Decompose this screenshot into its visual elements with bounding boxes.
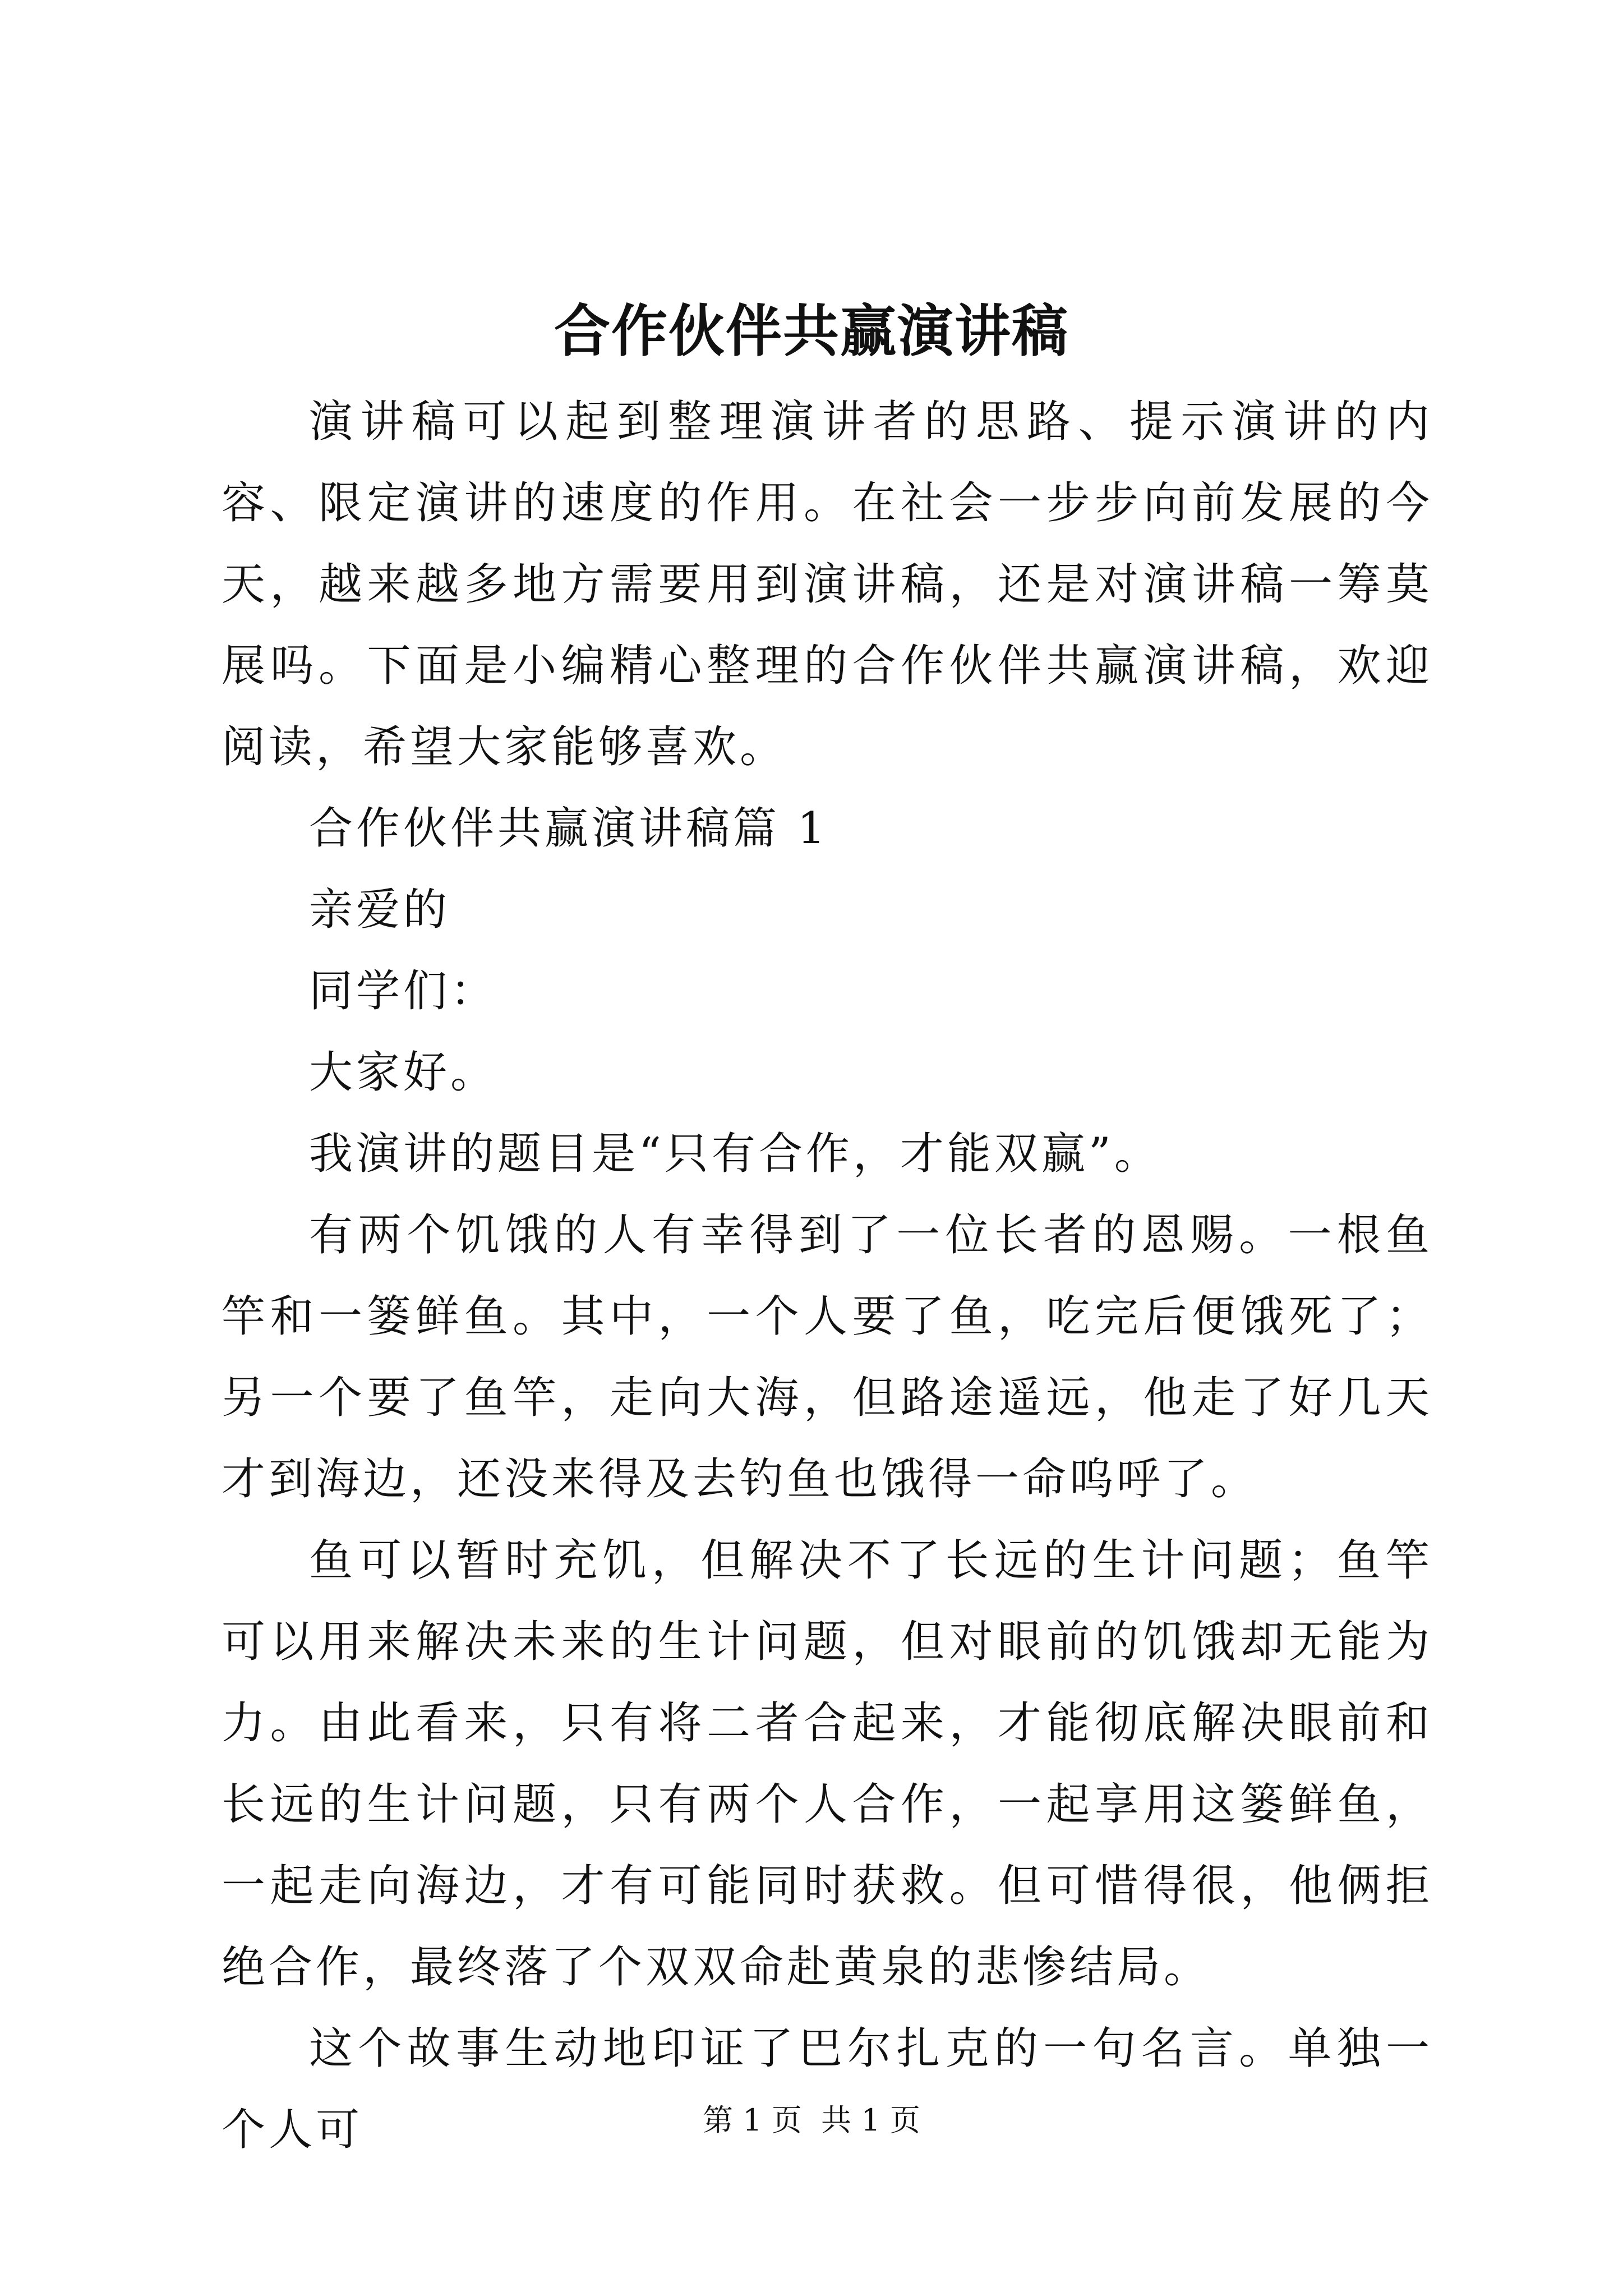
greeting-line: 大家好。 <box>309 1047 498 1098</box>
analysis-paragraph: 鱼可以暂时充饥，但解决不了长远的生计问题；鱼竿可以用来解决未来的生计问题，但对眼前的饥饿却无能为力。由此看来，只有将二者合起来，才能彻底解决眼前和长远的生计问题，只有两个人合作，一起享用这篓鲜鱼，一起走向海边，才有可能同时获救。但可惜得很，他俩拒绝合作，最终落了个双双命赴黄泉的悲惨结局。 <box>222 1535 1433 1993</box>
story-paragraph: 有两个饥饿的人有幸得到了一位长者的恩赐。一根鱼竿和一篓鲜鱼。其中，一个人要了鱼，吃完后便饿死了；另一个要了鱼竿，走向大海，但路途遥远，他走了好几天才到海边，还没来得及去钓鱼也饿得一命呜呼了。 <box>222 1210 1433 1504</box>
document-body <box>222 381 1433 2171</box>
section-heading: 合作伙伴共赢演讲稿篇 1 <box>309 803 829 854</box>
intro-paragraph: 演讲稿可以起到整理演讲者的思路、提示演讲的内容、限定演讲的速度的作用。在社会一步步向前发展的今天，越来越多地方需要用到演讲稿，还是对演讲稿一筹莫展吗。下面是小编精心整理的合作伙伴共赢演讲稿，欢迎阅读，希望大家能够喜欢。 <box>222 397 1433 772</box>
salutation-line: 亲爱的 <box>309 885 451 935</box>
speech-topic-line: 我演讲的题目是“只有合作，才能双赢”。 <box>309 1129 1161 1179</box>
salutation-line: 同学们： <box>309 966 498 1016</box>
page-number-footer: 第 1 页 共 1 页 <box>703 2102 920 2138</box>
quote-paragraph: 这个故事生动地印证了巴尔扎克的一句名言。单独一个人可 <box>222 2023 1433 2155</box>
document-title: 合作伙伴共赢演讲稿 <box>554 298 1069 364</box>
